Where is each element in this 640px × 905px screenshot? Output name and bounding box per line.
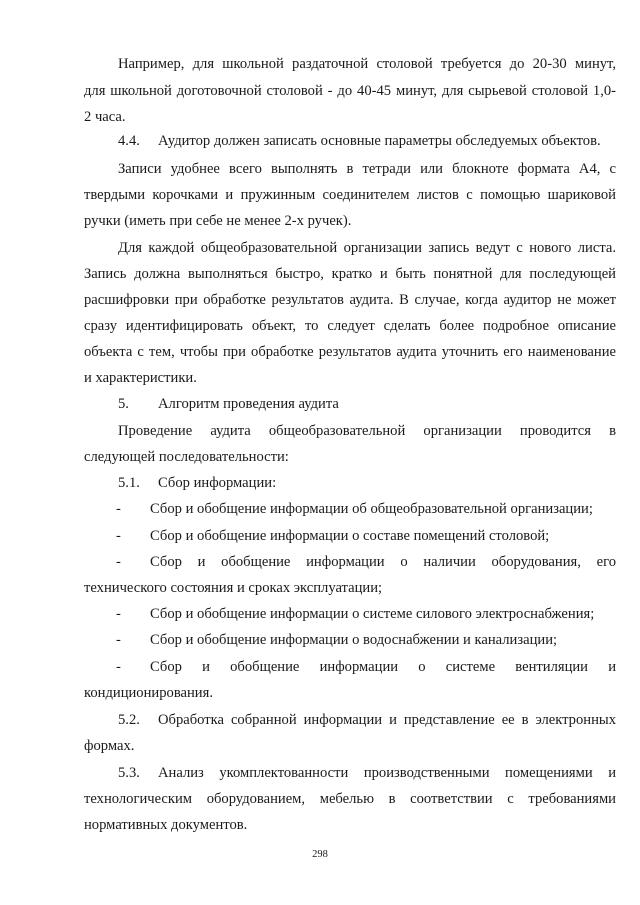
section-number: 5.2. [118, 712, 140, 728]
paragraph-line: для школьной доготовочной столовой - до 40-45 минут, для сырьевой столовой 1,0- [84, 83, 616, 99]
section-5-2 [118, 707, 616, 733]
section-number: 4.4. [118, 133, 140, 149]
section-5-1 [118, 470, 616, 496]
section-number: 5.3. [118, 765, 140, 781]
paragraph-line: технологическим оборудованием, мебелью в соответствии с требованиями [84, 791, 616, 807]
section-5 [118, 391, 616, 417]
dash-marker: - [116, 528, 121, 544]
section-heading: Алгоритм проведения аудита [158, 396, 339, 412]
list-item-text: Сбор и обобщение информации о водоснабжении и канализации; [150, 632, 558, 648]
dash-marker: - [116, 554, 121, 570]
list-item-text: Сбор и обобщение информации о системе силового электроснабжения; [150, 606, 595, 622]
paragraph-line: Например, для школьной раздаточной столовой требуется до 20-30 минут, [118, 56, 616, 72]
section-number: 5.1. [118, 475, 140, 491]
paragraph-line: 2 часа. [84, 109, 126, 125]
section-text: Анализ укомплектованности производственными помещениями и [158, 765, 616, 781]
paragraph-line: Запись должна выполняться быстро, кратко и быть понятной для последующей [84, 266, 616, 282]
paragraph-line: следующей последовательности: [84, 449, 289, 465]
section-text: Обработка собранной информации и представление ее в электронных [158, 712, 616, 728]
paragraph-line: формах. [84, 738, 135, 754]
list-item [0, 601, 640, 627]
paragraph-line: ручки (иметь при себе не менее 2-х ручек). [84, 213, 352, 229]
section-text: Сбор информации: [158, 475, 277, 491]
dash-marker: - [116, 501, 121, 517]
list-item [0, 496, 640, 522]
list-item-text: Сбор и обобщение информации о составе помещений столовой; [150, 528, 550, 544]
list-item [0, 654, 640, 680]
dash-marker: - [116, 659, 121, 675]
paragraph-line: расшифровки при обработке результатов аудита. В случае, когда аудитор не может [84, 292, 616, 308]
paragraph-line: сразу идентифицировать объект, то следует сделать более подробное описание [84, 318, 616, 334]
list-item-continuation: технического состояния и сроках эксплуатации; [84, 580, 383, 596]
paragraph-line: и характеристики. [84, 370, 197, 386]
dash-marker: - [116, 606, 121, 622]
list-item [0, 523, 640, 549]
list-item [0, 549, 640, 575]
list-item-text: Сбор и обобщение информации о наличии оборудования, его [150, 554, 616, 570]
paragraph-line: Для каждой общеобразовательной организации запись ведут с нового листа. [118, 240, 616, 256]
dash-marker: - [116, 632, 121, 648]
paragraph-line: твердыми корочками и пружинным соединителем листов с помощью шариковой [84, 187, 616, 203]
section-number: 5. [118, 396, 129, 412]
list-item [0, 627, 640, 653]
paragraph-line: Проведение аудита общеобразовательной организации проводится в [118, 423, 616, 439]
paragraph-line: Записи удобнее всего выполнять в тетради или блокноте формата А4, с [118, 161, 616, 177]
section-5-3 [118, 760, 616, 786]
section-4-4 [118, 128, 616, 154]
paragraph-line: объекта с тем, чтобы при обработке результатов аудита уточнить его наименование [84, 344, 616, 360]
page-number: 298 [312, 849, 328, 860]
list-item-text: Сбор и обобщение информации об общеобразовательной организации; [150, 501, 593, 517]
section-text: Аудитор должен записать основные параметры обследуемых объектов. [158, 133, 601, 149]
list-item-continuation: кондиционирования. [84, 685, 213, 701]
paragraph-line: нормативных документов. [84, 817, 248, 833]
list-item-text: Сбор и обобщение информации о системе вентиляции и [150, 659, 616, 675]
